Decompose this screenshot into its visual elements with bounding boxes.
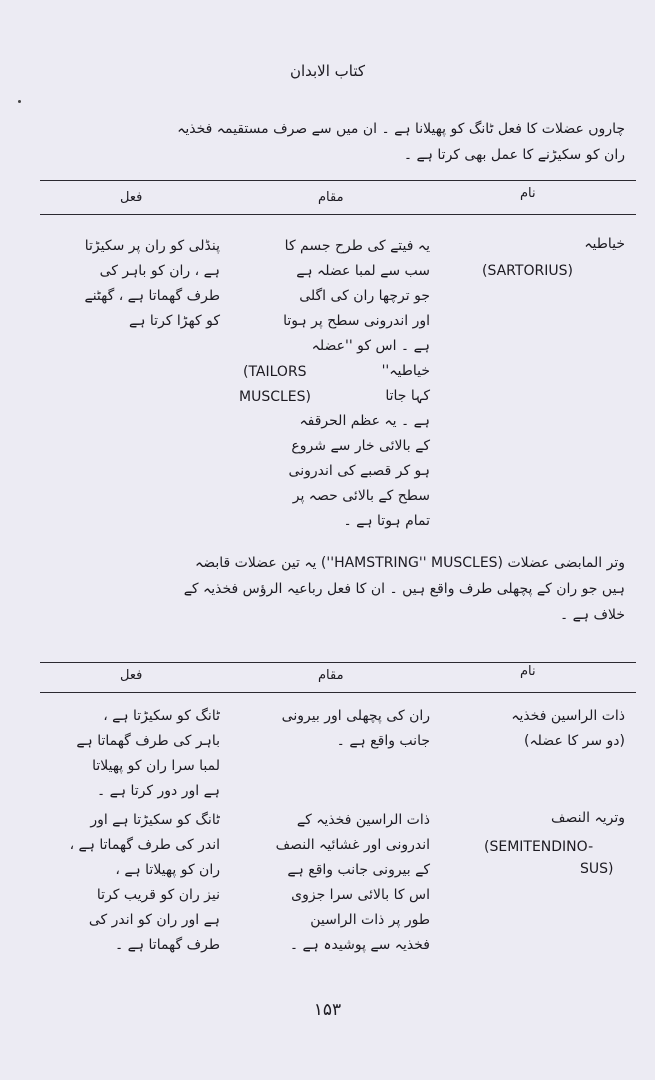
biceps-femoris-place [240, 704, 430, 754]
sartorius-action-line: پنڈلی کو ران پر سکیڑتا [84, 238, 220, 254]
biceps-action-line: ہے اور دور کرتا ہے ۔ [97, 783, 220, 799]
sartorius-action-line: کو کھڑا کرتا ہے [129, 313, 220, 329]
semitendinosus-name-urdu: وتریہ النصف [551, 810, 625, 826]
semitendinosus-action-line: طرف گھماتا ہے ۔ [115, 937, 220, 953]
hamstring-post: یہ تین عضلات قابضہ [195, 555, 317, 571]
biceps-name-line: ذات الراسین فخذیہ [511, 708, 625, 724]
sartorius-tailors-en: (TAILORS [243, 364, 307, 380]
biceps-action-line: لمبا سرا ران کو پھیلاتا [92, 758, 220, 774]
sartorius-place-line: کے بالائی خار سے شروع [291, 438, 430, 454]
sartorius-place-line: یہ فیتے کی طرح جسم کا [284, 238, 430, 254]
semitendinosus-place-line: کے بیرونی جانب واقع ہے [287, 862, 430, 878]
biceps-name-line: (دو سر کا عضلہ) [524, 733, 625, 749]
semitendinosus-place-line: ذات الراسین فخذیہ کے [296, 812, 430, 828]
sartorius-place-line: سب سے لمبا عضلہ ہے [296, 263, 430, 279]
sartorius-place-line: ہو کر قصبے کی اندرونی [288, 463, 430, 479]
semitendinosus-action-line: نیز ران کو قریب کرتا [96, 887, 220, 903]
sartorius-place-line: تمام ہوتا ہے ۔ [343, 513, 430, 529]
intro-line-1: چاروں عضلات کا فعل ٹانگ کو پھیلانا ہے ۔ ان میں سے صرف مستقیمہ فخذیہ [177, 121, 625, 137]
sartorius-place-line: سطح کے بالائی حصہ پر [292, 488, 430, 504]
semitendinosus-action-line: ران کو پھیلاتا ہے ، [115, 862, 220, 878]
sartorius-place-line: ہے ۔ اس کو ''عضلہ [311, 338, 430, 354]
sartorius-place-line [235, 359, 430, 384]
sartorius-place-line: اور اندرونی سطح پر ہوتا [283, 313, 430, 329]
sartorius-name-urdu: خیاطیہ [584, 236, 625, 252]
sartorius-place-line [235, 384, 430, 409]
print-speck [18, 100, 21, 103]
sartorius-place-khiyatiya: خیاطیہ'' [381, 363, 430, 379]
table1-header-action: فعل [120, 190, 143, 205]
semitendinosus-place-line: طور پر ذات الراسین [310, 912, 430, 928]
sartorius-place-line: ہے ۔ یہ عظم الحرقفہ [299, 413, 430, 429]
biceps-action-line: ٹانگ کو سکیڑتا ہے ، [103, 708, 220, 724]
sartorius-muscles-en: MUSCLES) [239, 389, 311, 405]
semitendinosus-action-line: اندر کی طرف گھماتا ہے ، [69, 837, 220, 853]
table1-top-rule [40, 180, 636, 181]
semitendinosus-action-line: ہے اور ران کو اندر کی [88, 912, 220, 928]
intro-line-2: ران کو سکیڑنے کا عمل بھی کرتا ہے ۔ [403, 147, 625, 163]
biceps-action-line: باہر کی طرف گھماتا ہے [76, 733, 220, 749]
sartorius-kaha-jata: کہا جاتا [385, 388, 430, 404]
biceps-femoris-name [455, 704, 625, 754]
sartorius-place-line: جو ترچھا ران کی اگلی [299, 288, 430, 304]
hamstring-english: (''HAMSTRING'' MUSCLES) [320, 555, 504, 571]
table2-header-rule [40, 692, 636, 693]
sartorius-action-line: ہے ، ران کو باہر کی [99, 263, 220, 279]
table1-header-place: مقام [318, 190, 344, 205]
semitendinosus-name-en-1: (SEMITENDINO- [484, 839, 594, 855]
biceps-place-line: جانب واقع ہے ۔ [336, 733, 430, 749]
sartorius-place [235, 234, 430, 534]
semitendinosus-action-line: ٹانگ کو سکیڑتا ہے اور [90, 812, 220, 828]
semitendinosus-place [240, 808, 430, 958]
sartorius-name-english: (SARTORIUS) [482, 263, 573, 279]
page-header-title: کتاب الابدان [289, 62, 366, 80]
sartorius-action-line: طرف گھماتا ہے ، گھٹنے [84, 288, 220, 304]
semitendinosus-place-line: اندرونی اور غشائیہ النصف [275, 837, 430, 853]
semitendinosus-name-en-2: SUS) [580, 861, 614, 877]
hamstring-para-line-1 [35, 550, 625, 576]
table2-header-place: مقام [318, 668, 344, 683]
table1-header-name: نام [520, 186, 536, 201]
hamstring-para-line-2: ہیں جو ران کے پچھلی طرف واقع ہیں ۔ ان کا فعل رباعیہ الرؤس فخذیہ کے [183, 581, 625, 597]
semitendinosus-action [40, 808, 220, 958]
biceps-femoris-action [40, 704, 220, 804]
hamstring-para-line-3: خلاف ہے ۔ [559, 607, 625, 623]
semitendinosus-place-line: فخذیہ سے پوشیدہ ہے ۔ [289, 937, 430, 953]
table1-header-rule [40, 214, 636, 215]
table2-top-rule [40, 662, 636, 663]
semitendinosus-place-line: اس کا بالائی سرا جزوی [291, 887, 430, 903]
table2-header-action: فعل [120, 668, 143, 683]
biceps-place-line: ران کی پچھلی اور بیرونی [281, 708, 430, 724]
table2-header-name: نام [520, 664, 536, 679]
page-number: ۱۵۳ [313, 1000, 342, 1020]
sartorius-action [40, 234, 220, 334]
hamstring-pre: وتر المابضی عضلات [507, 555, 625, 571]
